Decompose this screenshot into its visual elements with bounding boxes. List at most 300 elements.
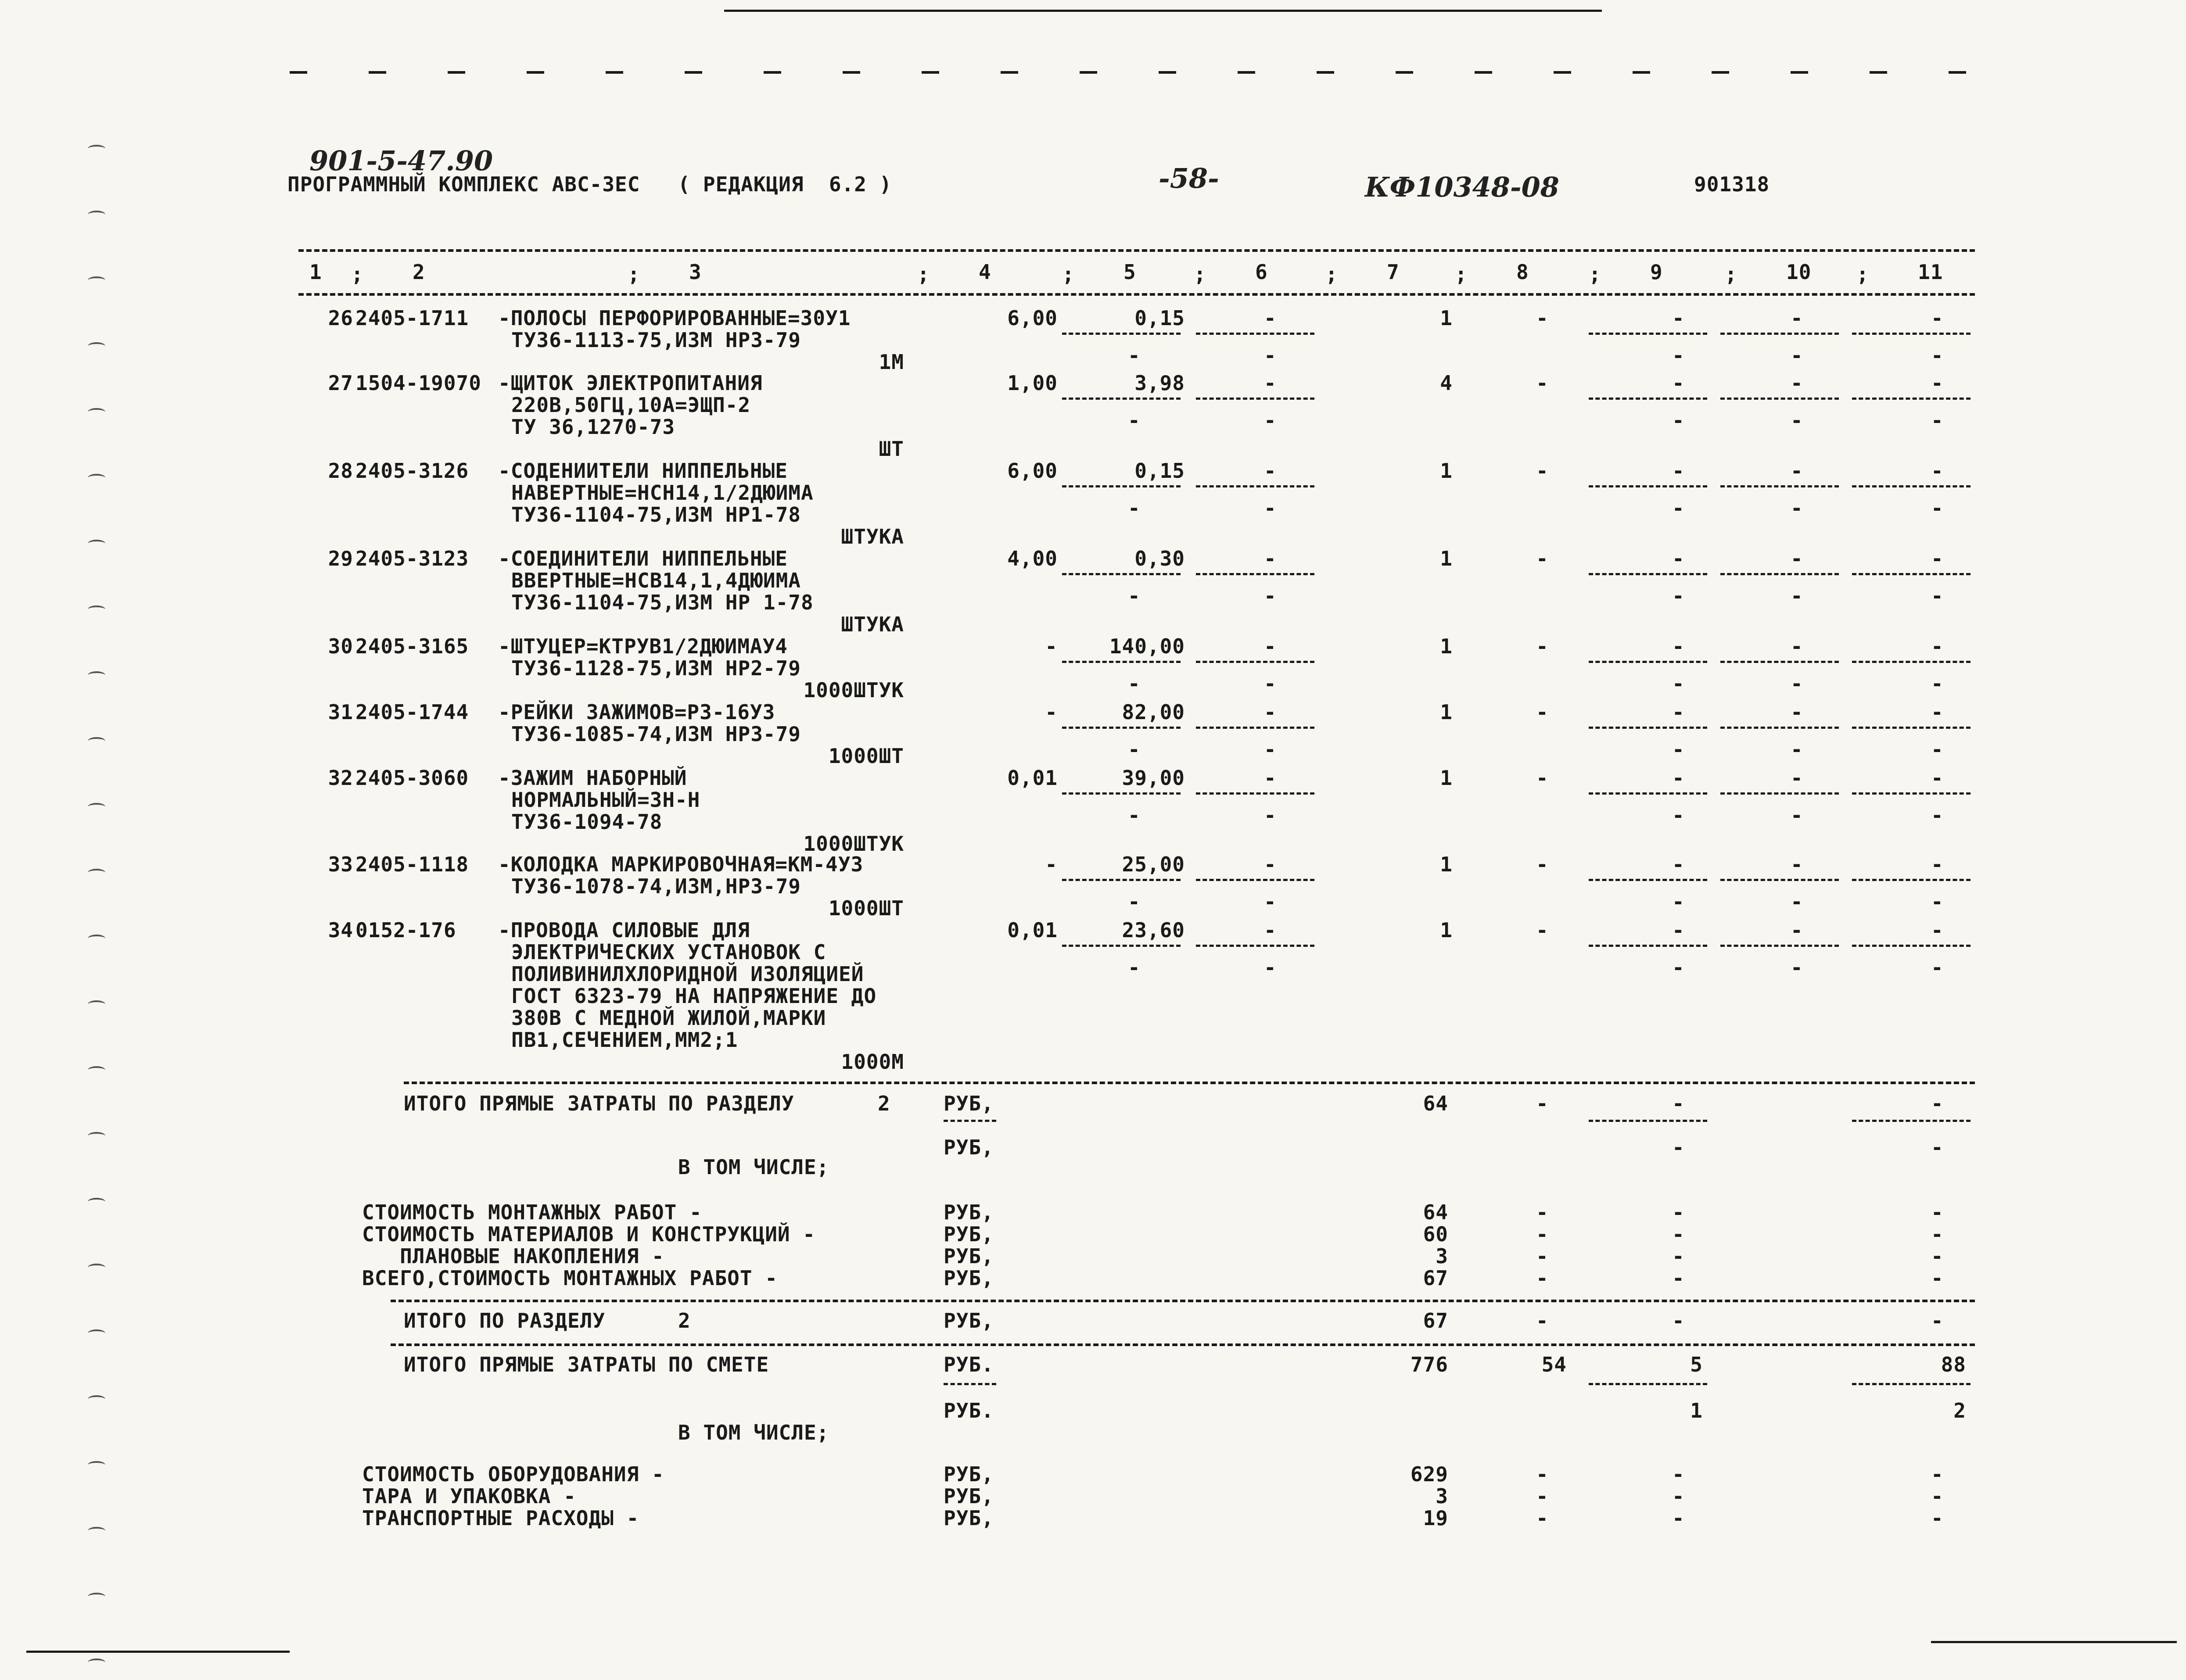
summary-line-c9: -: [1672, 1222, 1685, 1246]
perforation-dash: [290, 71, 307, 74]
column-header-10: 10: [1786, 260, 1812, 284]
row-col8: -: [1536, 853, 1549, 876]
column-header-3: 3: [689, 260, 702, 284]
row-col10-sub: -: [1791, 672, 1803, 695]
row-col8: -: [1536, 634, 1549, 658]
summary2-line-label: ТРАНСПОРТНЫЕ РАСХОДЫ -: [362, 1506, 639, 1530]
row-description-line: 380В С МЕДНОЙ ЖИЛОЙ,МАРКИ: [511, 1006, 826, 1030]
bottom-edge-line: [26, 1651, 290, 1653]
perforation-dash: [1396, 71, 1413, 74]
bottom-right-edge-line: [1931, 1641, 2177, 1643]
row-col11-sub: -: [1931, 890, 1944, 913]
row-col6-sub: -: [1264, 890, 1277, 913]
binding-mark: [88, 605, 105, 613]
section-direct-section: 2: [878, 1092, 890, 1115]
col9-underline: [1589, 485, 1707, 487]
row-col6: -: [1264, 634, 1277, 658]
row-col10-sub: -: [1791, 496, 1803, 520]
row-code: 2405-3126: [355, 459, 469, 483]
perforation-dash: [843, 71, 860, 74]
including-heading-1: В ТОМ ЧИСЛЕ;: [678, 1155, 829, 1179]
row-col9-sub: -: [1672, 738, 1685, 761]
column-separator: ;: [351, 262, 364, 286]
row-col7: 1: [1440, 634, 1453, 658]
summary-line-c8: -: [1536, 1200, 1549, 1224]
column-header-4: 4: [979, 260, 991, 284]
summary-line-c7: 64: [1423, 1200, 1448, 1224]
row-description-line: ЭЛЕКТРИЧЕСКИХ УСТАНОВОК С: [511, 940, 826, 964]
row-col6: -: [1264, 547, 1277, 570]
col9-underline: [1589, 333, 1707, 335]
section-total-c9: -: [1672, 1309, 1685, 1333]
row-description-line: ТУ36-1113-75,ИЗМ НР3-79: [511, 328, 801, 352]
row-col9-sub: -: [1672, 584, 1685, 608]
summary2-line-c7: 3: [1436, 1484, 1448, 1508]
row-col10-sub: -: [1791, 803, 1803, 827]
summary-line-c9: -: [1672, 1200, 1685, 1224]
row-unit: 1000ШТ: [828, 896, 904, 920]
perforation-dash: [606, 71, 623, 74]
perforation-dash: [1317, 71, 1334, 74]
row-description-line: -ЗАЖИМ НАБОРНЫЙ: [498, 766, 687, 790]
row-col9: -: [1672, 700, 1685, 724]
perforation-dash: [1554, 71, 1571, 74]
binding-mark: [88, 869, 105, 877]
perforation-dash: [922, 71, 939, 74]
row-col6-sub: -: [1264, 496, 1277, 520]
row-col11: -: [1931, 459, 1944, 483]
summary-line-cur: РУБ,: [944, 1200, 994, 1224]
binding-mark: [88, 342, 105, 350]
binding-mark: [88, 1198, 105, 1206]
binding-mark: [88, 1264, 105, 1272]
row-col7: 1: [1440, 459, 1453, 483]
row-col11-sub: -: [1931, 496, 1944, 520]
col9-underline: [1589, 398, 1707, 400]
row-description-line: -ПРОВОДА СИЛОВЫЕ ДЛЯ: [498, 918, 750, 942]
row-price: 0,15: [1134, 459, 1185, 483]
row-col8: -: [1536, 459, 1549, 483]
summary-line-label: ПЛАНОВЫЕ НАКОПЛЕНИЯ -: [362, 1244, 664, 1268]
column-header-1: 1: [309, 260, 322, 284]
row-description-line: ТУ 36,1270-73: [511, 415, 675, 439]
col9-underline: [1589, 879, 1707, 881]
row-number: 29: [328, 547, 353, 570]
row-description-line: ТУ36-1104-75,ИЗМ НР 1-78: [511, 591, 814, 614]
summary-line-c11: -: [1931, 1200, 1944, 1224]
perforation-dash: [1475, 71, 1492, 74]
row-col6-sub: -: [1264, 344, 1277, 367]
row-quantity: 6,00: [1007, 306, 1058, 330]
col10-underline: [1720, 727, 1839, 729]
binding-mark: [88, 1000, 105, 1008]
handwritten-code: 901-5-47.90: [309, 145, 493, 177]
perforation-dash: [1238, 71, 1255, 74]
row-col6: -: [1264, 918, 1277, 942]
section-direct-c11-rule: [1852, 1120, 1971, 1122]
summary-line-c11: -: [1931, 1222, 1944, 1246]
perforation-dash: [369, 71, 386, 74]
row-code: 2405-1711: [355, 306, 469, 330]
summary-rule-3: [391, 1343, 1975, 1346]
col6-underline: [1196, 792, 1314, 795]
row-code: 0152-176: [355, 918, 456, 942]
price-underline: [1062, 727, 1181, 729]
row-col6-sub: -: [1264, 408, 1277, 432]
col6-underline: [1196, 661, 1314, 663]
top-edge-line: [724, 10, 1602, 12]
section-direct-cur-rule: [944, 1120, 996, 1122]
perforation-dash: [1080, 71, 1097, 74]
row-description-line: ВВЕРТНЫЕ=НСВ14,1,4ДЮИМА: [511, 569, 801, 592]
estimate-direct-label: ИТОГО ПРЯМЫЕ ЗАТРАТЫ ПО СМЕТЕ: [404, 1353, 769, 1376]
col11-underline: [1852, 945, 1971, 947]
summary-line-cur: РУБ,: [944, 1266, 994, 1290]
row-col6: -: [1264, 306, 1277, 330]
row-col7: 1: [1440, 766, 1453, 790]
row-description-line: -КОЛОДКА МАРКИРОВОЧНАЯ=КМ-4У3: [498, 853, 864, 876]
row-col11-sub: -: [1931, 344, 1944, 367]
summary2-line-c7: 19: [1423, 1506, 1448, 1530]
row-description-line: -СОЕДИНИТЕЛИ НИППЕЛЬНЫЕ: [498, 547, 788, 570]
summary-line-c11: -: [1931, 1244, 1944, 1268]
row-col6-sub: -: [1264, 584, 1277, 608]
perforation-dash: [685, 71, 702, 74]
col10-underline: [1720, 879, 1839, 881]
row-col7: 1: [1440, 306, 1453, 330]
row-col6-sub: -: [1264, 672, 1277, 695]
row-price: 0,30: [1134, 547, 1185, 570]
row-col9: -: [1672, 459, 1685, 483]
row-price-sub: -: [1128, 803, 1141, 827]
perforation-dash: [1001, 71, 1018, 74]
row-price-sub: -: [1128, 584, 1141, 608]
summary2-line-label: ТАРА И УПАКОВКА -: [362, 1484, 576, 1508]
col11-underline: [1852, 727, 1971, 729]
summary2-line-c8: -: [1536, 1506, 1549, 1530]
row-col7: 4: [1440, 371, 1453, 395]
row-description-line: ТУ36-1085-74,ИЗМ НР3-79: [511, 722, 801, 746]
row-unit: ШТУКА: [841, 525, 904, 548]
row-col10-sub: -: [1791, 890, 1803, 913]
row-unit: 1000М: [841, 1050, 904, 1074]
section-total-label: ИТОГО ПО РАЗДЕЛУ: [404, 1309, 606, 1333]
column-separator: ;: [1589, 262, 1601, 286]
estimate-direct-c9-rule: [1589, 1383, 1707, 1385]
section-total-c7: 67: [1423, 1309, 1448, 1333]
price-underline: [1062, 661, 1181, 663]
row-col6-sub: -: [1264, 738, 1277, 761]
row-col10: -: [1791, 547, 1803, 570]
col11-underline: [1852, 333, 1971, 335]
section-total-c11: -: [1931, 1309, 1944, 1333]
row-number: 30: [328, 634, 353, 658]
binding-mark: [88, 1461, 105, 1469]
row-code: 2405-3123: [355, 547, 469, 570]
col6-underline: [1196, 945, 1314, 947]
estimate-direct-cur2: РУБ.: [944, 1399, 994, 1422]
summary-line-cur: РУБ,: [944, 1222, 994, 1246]
column-separator: ;: [1856, 262, 1869, 286]
binding-mark: [88, 1329, 105, 1337]
row-col11: -: [1931, 634, 1944, 658]
col10-underline: [1720, 945, 1839, 947]
program-title: ПРОГРАММНЫЙ КОМПЛЕКС АВС-ЗЕС ( РЕДАКЦИЯ 6.2 ): [287, 172, 892, 196]
row-number: 33: [328, 853, 353, 876]
column-header-8: 8: [1516, 260, 1529, 284]
col6-underline: [1196, 727, 1314, 729]
row-col11: -: [1931, 918, 1944, 942]
estimate-direct-cur: РУБ.: [944, 1353, 994, 1376]
section-direct-cur: РУБ,: [944, 1092, 994, 1115]
section-direct-c7: 64: [1423, 1092, 1448, 1115]
row-price-sub: -: [1128, 890, 1141, 913]
section-direct-c9-rule: [1589, 1120, 1707, 1122]
binding-mark: [88, 803, 105, 811]
row-number: 26: [328, 306, 353, 330]
row-price: 39,00: [1122, 766, 1185, 790]
row-col6: -: [1264, 766, 1277, 790]
col6-underline: [1196, 573, 1314, 575]
column-header-rule: [298, 293, 1975, 296]
price-underline: [1062, 485, 1181, 487]
row-quantity: -: [1045, 634, 1058, 658]
row-number: 28: [328, 459, 353, 483]
row-col9-sub: -: [1672, 496, 1685, 520]
summary-line-c8: -: [1536, 1222, 1549, 1246]
row-description-line: ПОЛИВИНИЛХЛОРИДНОЙ ИЗОЛЯЦИЕЙ: [511, 962, 864, 986]
section-direct-c11: -: [1931, 1092, 1944, 1115]
column-separator: ;: [628, 262, 640, 286]
row-unit: 1М: [879, 350, 904, 374]
col10-underline: [1720, 573, 1839, 575]
column-separator: ;: [917, 262, 930, 286]
row-price-sub: -: [1128, 344, 1141, 367]
summary-line-label: ВСЕГО,СТОИМОСТЬ МОНТАЖНЫХ РАБОТ -: [362, 1266, 778, 1290]
section-total-cur: РУБ,: [944, 1309, 994, 1333]
summary-line-c7: 3: [1436, 1244, 1448, 1268]
row-code: 2405-1118: [355, 853, 469, 876]
row-col11-sub: -: [1931, 584, 1944, 608]
row-price: 25,00: [1122, 853, 1185, 876]
row-price-sub: -: [1128, 408, 1141, 432]
binding-mark: [88, 211, 105, 219]
col10-underline: [1720, 792, 1839, 795]
binding-mark: [88, 474, 105, 482]
row-description-line: НАВЕРТНЫЕ=НСН14,1/2ДЮИМА: [511, 481, 814, 505]
column-separator: ;: [1725, 262, 1737, 286]
perforation-dash: [527, 71, 544, 74]
price-underline: [1062, 945, 1181, 947]
col11-underline: [1852, 879, 1971, 881]
row-col9-sub: -: [1672, 956, 1685, 979]
row-code: 1504-19070: [355, 371, 481, 395]
row-col6: -: [1264, 853, 1277, 876]
row-col11: -: [1931, 766, 1944, 790]
row-col8: -: [1536, 766, 1549, 790]
row-description-line: -РЕЙКИ ЗАЖИМОВ=Р3-16У3: [498, 700, 775, 724]
col11-underline: [1852, 573, 1971, 575]
summary-line-label: СТОИМОСТЬ МОНТАЖНЫХ РАБОТ -: [362, 1200, 702, 1224]
row-col9: -: [1672, 853, 1685, 876]
row-col10-sub: -: [1791, 344, 1803, 367]
row-col6-sub: -: [1264, 956, 1277, 979]
row-description-line: -СОДЕНИИТЕЛИ НИППЕЛЬНЫЕ: [498, 459, 788, 483]
summary2-line-c9: -: [1672, 1484, 1685, 1508]
row-col11: -: [1931, 853, 1944, 876]
col9-underline: [1589, 792, 1707, 795]
summary2-line-c9: -: [1672, 1506, 1685, 1530]
col10-underline: [1720, 333, 1839, 335]
row-col10-sub: -: [1791, 408, 1803, 432]
col9-underline: [1589, 661, 1707, 663]
row-price-sub: -: [1128, 738, 1141, 761]
col11-underline: [1852, 792, 1971, 795]
row-col9: -: [1672, 918, 1685, 942]
row-number: 27: [328, 371, 353, 395]
binding-mark: [88, 1527, 105, 1535]
row-quantity: 1,00: [1007, 371, 1058, 395]
price-underline: [1062, 879, 1181, 881]
row-col9-sub: -: [1672, 890, 1685, 913]
row-col10: -: [1791, 766, 1803, 790]
row-col11-sub: -: [1931, 408, 1944, 432]
column-header-2: 2: [413, 260, 425, 284]
row-quantity: -: [1045, 853, 1058, 876]
row-col9-sub: -: [1672, 408, 1685, 432]
row-col10-sub: -: [1791, 738, 1803, 761]
row-col11-sub: -: [1931, 672, 1944, 695]
row-col9-sub: -: [1672, 672, 1685, 695]
col9-underline: [1589, 945, 1707, 947]
page-number: -58-: [1159, 162, 1219, 194]
col10-underline: [1720, 485, 1839, 487]
row-col8: -: [1536, 918, 1549, 942]
row-col7: 1: [1440, 853, 1453, 876]
binding-mark: [88, 1395, 105, 1403]
binding-mark: [88, 671, 105, 679]
row-description-line: -ПОЛОСЫ ПЕРФОРИРОВАННЫЕ=30У1: [498, 306, 851, 330]
row-col10: -: [1791, 700, 1803, 724]
row-col6-sub: -: [1264, 803, 1277, 827]
including-heading-2: В ТОМ ЧИСЛЕ;: [678, 1421, 829, 1444]
row-description-line: ПВ1,СЕЧЕНИЕМ,ММ2;1: [511, 1028, 738, 1052]
row-price-sub: -: [1128, 956, 1141, 979]
col11-underline: [1852, 398, 1971, 400]
row-col10: -: [1791, 634, 1803, 658]
price-underline: [1062, 573, 1181, 575]
section-direct-c9: -: [1672, 1092, 1685, 1115]
row-price: 82,00: [1122, 700, 1185, 724]
column-separator: ;: [1455, 262, 1468, 286]
col10-underline: [1720, 398, 1839, 400]
summary-line-cur: РУБ,: [944, 1244, 994, 1268]
row-col8: -: [1536, 371, 1549, 395]
row-quantity: 4,00: [1007, 547, 1058, 570]
row-col11: -: [1931, 547, 1944, 570]
perforation-dash: [1949, 71, 1966, 74]
row-number: 31: [328, 700, 353, 724]
column-separator: ;: [1325, 262, 1338, 286]
estimate-direct-c11-rule: [1852, 1383, 1971, 1385]
col6-underline: [1196, 333, 1314, 335]
row-col9-sub: -: [1672, 344, 1685, 367]
row-unit: 1000ШТУК: [803, 832, 904, 856]
summary2-line-c11: -: [1931, 1484, 1944, 1508]
section-direct-c9b: -: [1672, 1136, 1685, 1159]
col10-underline: [1720, 661, 1839, 663]
binding-mark: [88, 737, 105, 745]
row-col10-sub: -: [1791, 584, 1803, 608]
row-description-line: -ШТУЦЕР=КТРУВ1/2ДЮИМАУ4: [498, 634, 788, 658]
estimate-direct-c11b: 2: [1953, 1399, 1966, 1422]
col9-underline: [1589, 573, 1707, 575]
col11-underline: [1852, 485, 1971, 487]
row-description-line: 220В,50ГЦ,10А=ЭЩП-2: [511, 393, 751, 417]
row-col11-sub: -: [1931, 803, 1944, 827]
document-number: 901318: [1694, 172, 1770, 196]
estimate-direct-c7: 776: [1410, 1353, 1448, 1376]
perforation-dash: [764, 71, 781, 74]
row-unit: 1000ШТУК: [803, 678, 904, 702]
col6-underline: [1196, 398, 1314, 400]
estimate-direct-c9b: 1: [1690, 1399, 1703, 1422]
row-col9-sub: -: [1672, 803, 1685, 827]
row-unit: 1000ШТ: [828, 744, 904, 768]
row-col6: -: [1264, 371, 1277, 395]
row-col6: -: [1264, 459, 1277, 483]
summary2-line-cur: РУБ,: [944, 1506, 994, 1530]
row-col6: -: [1264, 700, 1277, 724]
row-col10: -: [1791, 306, 1803, 330]
binding-mark: [88, 145, 105, 153]
row-col11: -: [1931, 306, 1944, 330]
row-unit: ШТ: [879, 437, 904, 461]
row-col10: -: [1791, 459, 1803, 483]
summary-line-c8: -: [1536, 1266, 1549, 1290]
row-col8: -: [1536, 700, 1549, 724]
section-total-c8: -: [1536, 1309, 1549, 1333]
estimate-direct-c9: 5: [1690, 1353, 1703, 1376]
row-description-line: НОРМАЛЬНЫЙ=ЗН-Н: [511, 788, 700, 812]
row-price-sub: -: [1128, 496, 1141, 520]
row-col10: -: [1791, 371, 1803, 395]
section-direct-cur2: РУБ,: [944, 1136, 994, 1159]
binding-mark: [88, 276, 105, 284]
column-separator: ;: [1062, 262, 1075, 286]
row-description-line: ТУ36-1078-74,ИЗМ,НР3-79: [511, 874, 801, 898]
summary-line-c9: -: [1672, 1244, 1685, 1268]
col6-underline: [1196, 485, 1314, 487]
row-price: 140,00: [1109, 634, 1185, 658]
row-price: 0,15: [1134, 306, 1185, 330]
row-col7: 1: [1440, 918, 1453, 942]
row-col11-sub: -: [1931, 956, 1944, 979]
summary-line-c8: -: [1536, 1244, 1549, 1268]
summary2-line-c9: -: [1672, 1462, 1685, 1486]
summary2-line-c11: -: [1931, 1506, 1944, 1530]
estimate-direct-cur-rule: [944, 1383, 996, 1385]
column-header-11: 11: [1918, 260, 1943, 284]
summary-rule-2: [391, 1300, 1975, 1302]
perforation-dash: [1712, 71, 1729, 74]
summary-line-c11: -: [1931, 1266, 1944, 1290]
summary2-line-c11: -: [1931, 1462, 1944, 1486]
estimate-direct-c8: 54: [1541, 1353, 1567, 1376]
row-code: 2405-1744: [355, 700, 469, 724]
section-direct-c11b: -: [1931, 1136, 1944, 1159]
row-col10: -: [1791, 853, 1803, 876]
